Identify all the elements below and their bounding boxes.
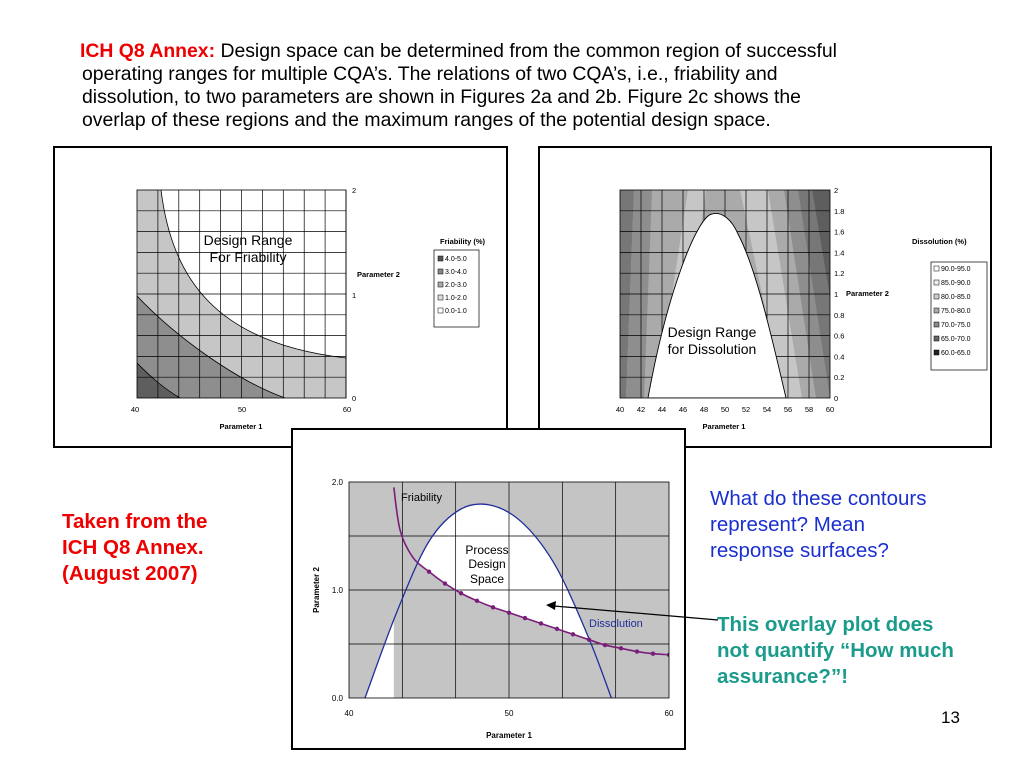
overlay-chart-panel [291,428,686,750]
svg-text:1.0-2.0: 1.0-2.0 [445,295,467,302]
intro-line-2: operating ranges for multiple CQA’s. The relations of two CQA’s, i.e., friability and [82,63,778,85]
svg-text:0.0-1.0: 0.0-1.0 [445,308,467,315]
friability-point [587,637,591,641]
source-line: (August 2007) [62,562,198,585]
x-tick-label: 42 [636,405,646,414]
x-tick-label: 48 [699,405,709,414]
note-line: This overlay plot does [717,613,934,636]
series-label: Dissolution [589,618,643,630]
x-tick-label: 52 [741,405,751,414]
svg-text:80.0-85.0: 80.0-85.0 [941,294,971,301]
friability-point [491,605,495,609]
intro-line-3: dissolution, to two parameters are shown in Figures 2a and 2b. Figure 2c shows the [82,86,801,108]
y-tick-label: 0.8 [834,310,845,320]
intro-lead: ICH Q8 Annex: [80,40,216,62]
friability-point [459,591,463,595]
dissolution-chart-panel [538,146,992,448]
x-axis-label: Parameter 1 [486,731,532,740]
svg-text:65.0-70.0: 65.0-70.0 [941,336,971,343]
x-tick-label: 40 [615,405,625,414]
x-tick-label: 40 [130,405,140,414]
legend-title: Friability (%) [440,237,486,246]
pointer-arrow [540,596,720,636]
friability-point [651,652,655,656]
y-tick-label: 1.4 [834,248,845,258]
friability-point [427,569,431,573]
x-tick-label: 50 [720,405,730,414]
design-space-label-line1: Process [465,543,509,557]
x-tick-label: 56 [783,405,793,414]
question-line: What do these contours [710,487,927,510]
x-tick-label: 44 [657,405,667,414]
friability-point [475,599,479,603]
y-tick-label: 0.4 [834,352,845,362]
source-line: Taken from the [62,510,208,533]
svg-text:85.0-90.0: 85.0-90.0 [941,280,971,287]
x-tick-label: 50 [504,709,514,718]
y-tick-label: 0.6 [834,331,845,341]
y-axis-label: Parameter 2 [357,270,400,279]
friability-point [523,616,527,620]
friability-chart [55,148,506,446]
x-tick-label: 54 [762,405,772,414]
y-tick-label: 0.0 [331,694,343,703]
slide-number: 13 [941,708,960,727]
source-line: ICH Q8 Annex. [62,536,204,559]
svg-text:2.0-3.0: 2.0-3.0 [445,282,467,289]
svg-text:3.0-4.0: 3.0-4.0 [445,269,467,276]
intro-line-1: Design space can be determined from the common region of successful [220,40,837,62]
question-line: response surfaces? [710,539,889,562]
x-tick-label: 60 [342,405,352,414]
y-tick-label: 0 [834,394,839,403]
friability-point [635,649,639,653]
friability-chart-panel [53,146,508,448]
friability-point [507,610,511,614]
y-tick-label: 2 [352,186,357,195]
design-range-label-line2: For Friability [209,249,287,265]
note-line: not quantify “How much [717,639,954,662]
source-note [62,509,207,587]
design-space-label-line2: Design [468,557,506,571]
x-tick-label: 40 [344,709,354,718]
intro-line-4: overlap of these regions and the maximum ranges of the potential design space. [82,109,771,131]
legend-title: Dissolution (%) [912,237,967,246]
y-tick-label: 1.6 [834,227,845,237]
x-axis-label: Parameter 1 [219,422,263,431]
y-axis-label: Parameter 2 [846,289,889,298]
y-axis-label: Parameter 2 [312,567,321,613]
question-text [710,486,927,564]
svg-text:75.0-80.0: 75.0-80.0 [941,308,971,315]
overlay-note [717,612,954,690]
svg-text:60.0-65.0: 60.0-65.0 [941,350,971,357]
design-range-label-line1: Design Range [203,232,293,248]
y-tick-label: 0 [352,394,357,403]
design-space-label-line3: Space [469,572,505,586]
y-tick-label: 1 [352,291,357,300]
svg-text:70.0-75.0: 70.0-75.0 [941,322,971,329]
svg-text:4.0-5.0: 4.0-5.0 [445,256,467,263]
friability-point [443,581,447,585]
y-tick-label: 1.2 [834,269,845,279]
overlay-chart [293,430,684,748]
x-tick-label: 58 [804,405,814,414]
y-tick-label: 2.0 [331,478,343,487]
dissolution-chart [540,148,990,446]
y-tick-label: 1.8 [834,206,845,216]
x-tick-label: 50 [237,405,247,414]
friability-point [619,646,623,650]
note-line: assurance?”! [717,665,849,688]
friability-point [603,643,607,647]
x-axis-label: Parameter 1 [702,422,746,431]
x-tick-label: 46 [678,405,688,414]
question-line: represent? Mean [710,513,865,536]
y-tick-label: 2 [834,186,839,195]
y-tick-label: 1.0 [331,586,343,595]
design-range-label-line2: for Dissolution [667,341,757,357]
x-tick-label: 60 [664,709,674,718]
x-tick-label: 60 [825,405,835,414]
design-range-label-line1: Design Range [667,324,757,340]
intro-paragraph [82,40,1002,132]
y-tick-label: 1 [834,290,839,299]
series-label: Friability [401,492,442,504]
y-tick-label: 0.2 [834,373,845,383]
svg-text:90.0-95.0: 90.0-95.0 [941,266,971,273]
